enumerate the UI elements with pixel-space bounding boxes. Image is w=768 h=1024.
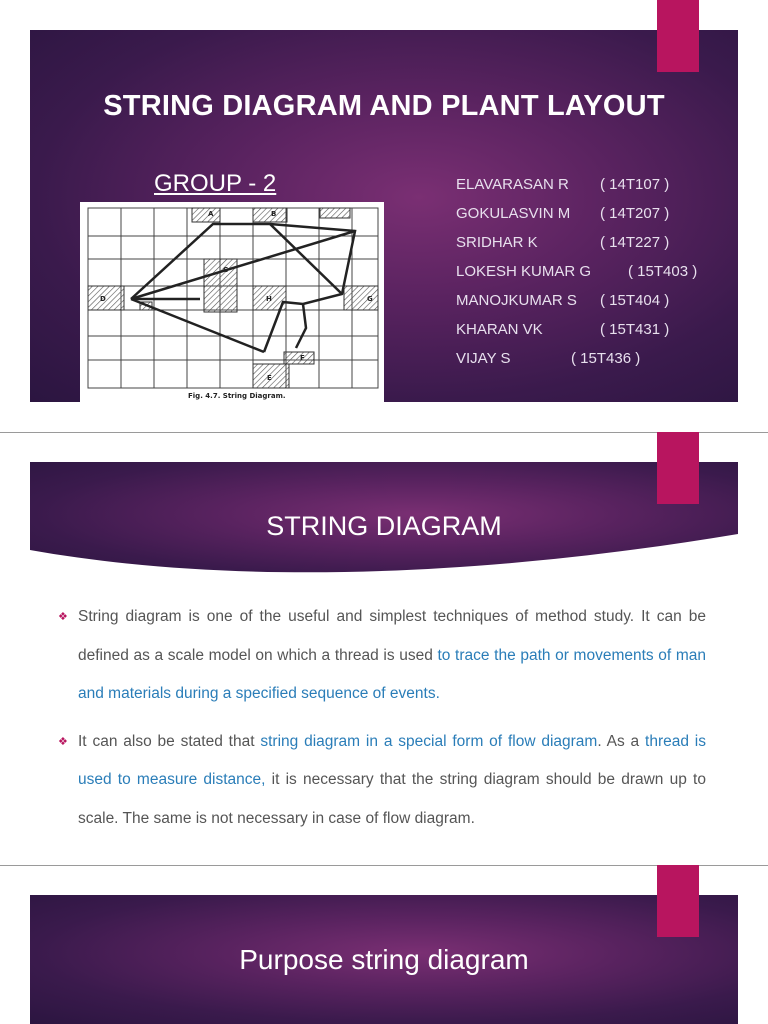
bullet-highlight: to trace the path or movements of man and materials during a specified sequence of events [78,646,707,702]
bullet-text: String diagram is one of the useful and simplest techniques of method study. It can be defined as a scale model on which a thread is used [78,608,706,664]
station-label: C [223,266,229,274]
section-title: STRING DIAGRAM [266,511,502,541]
member-roll: ( 14T227 ) [600,234,670,251]
bullet-text: it is necessary that the string diagram should be drawn up to scale. The same is not necessary in case of flow diagram. [78,771,706,827]
slide-accent-bar [657,432,699,504]
bullet-highlight: thread is used to measure distance, [78,732,706,788]
member-roll: ( 15T404 ) [600,292,670,309]
bullet-list [58,598,706,847]
member-roll: ( 15T403 ) [628,263,698,280]
station-label: F [300,354,305,362]
bullet-item [58,723,706,839]
station-label: G [367,295,373,303]
string-path [131,224,355,352]
string-diagram-svg [80,202,384,402]
section-title: Purpose string diagram [239,944,529,975]
station-label: D [100,295,106,303]
figure-caption: Fig. 4.7. String Diagram. [188,392,286,400]
diamond-bullet-icon: ❖ [58,735,68,748]
member-name: LOKESH KUMAR G [456,263,592,280]
member-name: MANOJKUMAR S [456,292,577,309]
bullet-highlight: string diagram in a special form of flow diagram [260,732,598,750]
member-name: KHARAN VK [456,321,543,338]
member-roll: ( 15T436 ) [571,350,641,367]
diamond-bullet-icon: ❖ [58,611,68,623]
string-diagram-figure [80,202,384,402]
group-label: GROUP - 2 [154,170,277,197]
station-label: B [271,210,277,218]
bullet-text: It can also be stated that [78,732,261,750]
station-label: A [208,210,214,218]
bullet-text: . [435,685,440,702]
bullet-item [58,598,706,714]
slide-accent-bar [657,0,699,72]
slide-title: STRING DIAGRAM AND PLANT LAYOUT [103,90,665,122]
member-roll: ( 15T431 ) [600,321,670,338]
slide-divider [0,432,768,433]
slide-accent-bar [657,865,699,937]
station-label: E [267,374,272,382]
member-name: VIJAY S [456,350,511,367]
member-name: ELAVARASAN R [456,176,569,193]
slide-divider [0,865,768,866]
bullet-text: . As a [597,732,646,750]
member-name: GOKULASVIN M [456,205,571,222]
station-label: H [266,295,272,303]
member-roll: ( 14T207 ) [600,205,670,222]
member-roll: ( 14T107 ) [600,176,670,193]
member-name: SRIDHAR K [456,234,538,251]
